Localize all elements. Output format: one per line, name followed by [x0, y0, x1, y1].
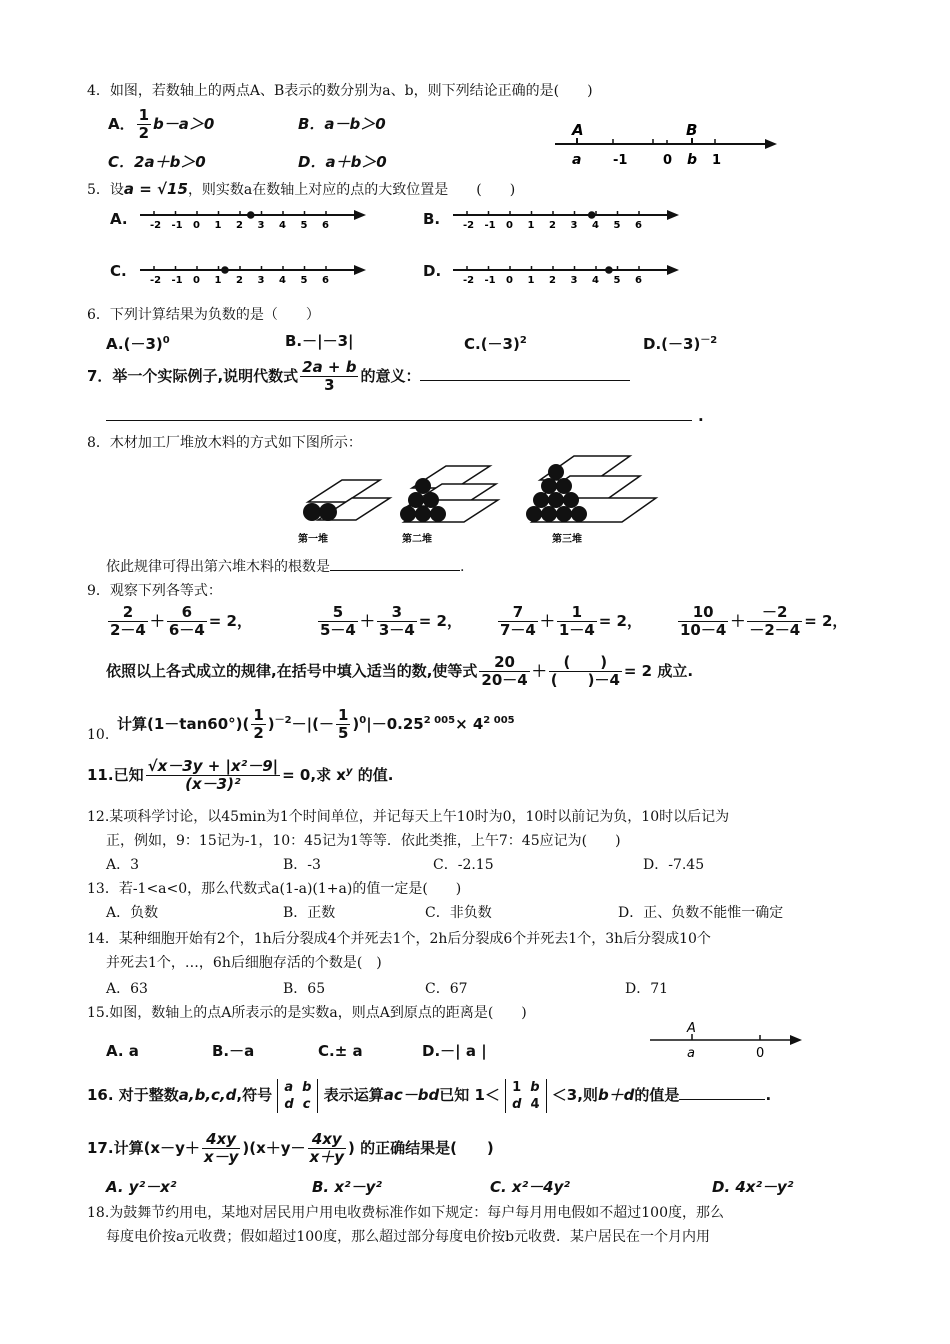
axis-arrow: [354, 265, 366, 275]
q4-number-line: [555, 120, 785, 170]
axis-tick-label: 6: [635, 220, 642, 231]
q7-stem: 7．举一个实际例子,说明代数式 $\frac{2a + b}{3}$ 的意义：: [87, 358, 630, 394]
axis-tick-label: -2: [463, 220, 475, 231]
axis-tick-label: 1: [527, 275, 535, 286]
q16-matrix-2: 1 b d 4: [505, 1079, 546, 1113]
axis-tick-label: 6: [322, 275, 329, 286]
q13-option-b: B．正数: [283, 905, 336, 921]
q15-axis-label-0: 0: [756, 1046, 765, 1061]
axis-tick-label: 2: [549, 220, 556, 231]
q15-stem: 15.如图，数轴上的点A所表示的是实数a，则点A到原点的距离是( ): [87, 1005, 527, 1021]
axis-tick-label: 2: [549, 275, 556, 286]
q9-blank-numerator[interactable]: ( ): [549, 654, 622, 672]
q8-blank[interactable]: [330, 556, 460, 571]
q13-option-d: D．正、负数不能惟一确定: [618, 905, 784, 921]
q6-stem: 6．下列计算结果为负数的是（ ）: [87, 307, 320, 323]
q17-option-b: B. x²－y²: [312, 1178, 382, 1196]
q11-stem: 11.已知 $\frac{\text{√x－3y + |x²－9|}}{\text{(x－3)²}}$ = 0,求 $x^y$ 的值.: [87, 757, 394, 793]
q8-log-piles-figure: [290, 450, 670, 550]
q5-option-d-label: D.: [423, 262, 442, 280]
q13-option-c: C．非负数: [425, 905, 492, 921]
q12-option-a: A．3: [106, 857, 140, 873]
q9-rule: 依照以上各式成立的规律,在括号中填入适当的数,使等式 $\frac{20}{20-4}$ ＋ $\frac{( )}{( )-4}$ = 2 成立.: [106, 653, 694, 689]
q5-option-b-label: B.: [423, 210, 441, 228]
q6-option-b: B.－|－3|: [285, 332, 354, 350]
q5-number-line-b: [453, 203, 683, 233]
axis-tick-label: 3: [570, 275, 578, 286]
q15-axis-label-A: A: [687, 1021, 696, 1036]
q15-option-c: C.± a: [318, 1042, 363, 1060]
axis-tick-label: 1: [527, 220, 535, 231]
axis-arrow: [667, 210, 679, 220]
axis-tick-label: 0: [193, 275, 200, 286]
q15-number-line: [650, 1021, 810, 1064]
q17-stem: 17.计算(x－y＋ $\frac{4xy}{x-y}$ )(x＋y－ $\frac{4xy}{x+y}$ ) 的正确结果是( ): [87, 1130, 494, 1166]
axis-arrow: [354, 210, 366, 220]
q8-stem: 8．木材加工厂堆放木料的方式如下图所示：: [87, 435, 362, 451]
q10-expression: 计算(1－tan60°)( $\frac{1}{2}$ )$^{-2}$－|(－ $\frac{1}{5}$ )$^0|-0.25^{2 005}\times 4^{2 005}$: [117, 706, 515, 742]
q12-line-2: 正，例如，9：15记为-1，10：45记为1等等．依此类推，上午7：45应记为( ): [106, 833, 621, 849]
q4-option-b: B．a－b＞0: [298, 115, 386, 133]
q16-stem: 16. 对于整数a,b,c,d,符号 a b d c 表示运算ac－bd已知 1＜ 1 b d 4 ＜3,则b＋d的值是 .: [87, 1079, 772, 1112]
q15-option-a: A. a: [106, 1042, 139, 1060]
log-pile-1: [303, 480, 390, 521]
q4-axis-label-b: b: [687, 152, 698, 168]
log-pile-label-1: 第一堆: [298, 534, 328, 545]
q14-option-b: B．65: [283, 981, 326, 997]
q14-option-a: A．63: [106, 981, 148, 997]
q7-blank-1[interactable]: [420, 380, 630, 381]
log-pile-label-2: 第二堆: [402, 534, 432, 545]
q5-number-line-c: [140, 258, 370, 288]
q6-option-a: $A.(-3)^0$: [106, 335, 170, 353]
axis-tick-label: -1: [171, 220, 183, 231]
axis-tick-label: 0: [193, 220, 200, 231]
axis-tick-label: -1: [171, 275, 183, 286]
q4-axis-label-a: a: [572, 152, 582, 168]
q4-stem: 4．如图，若数轴上的两点A、B表示的数分别为a、b，则下列结论正确的是( ): [87, 83, 593, 99]
q5-number-line-d: [453, 258, 683, 288]
q14-line-1: 14．某种细胞开始有2个，1h后分裂成4个并死去1个，2h后分裂成6个并死去1个，3h后分裂成10个: [87, 931, 711, 947]
q9-equation-3: $\frac{7}{7-4}$ ＋ $\frac{1}{1-4}$ = 2，: [500, 603, 642, 639]
axis-tick-label: 0: [506, 275, 513, 286]
q12-option-c: C．-2.15: [433, 857, 494, 873]
q9-equation-4: $\frac{10}{10-4}$ ＋ $\frac{-2}{-2-4}$ = 2，: [680, 603, 848, 639]
q18-line-2: 每度电价按a元收费；假如超过100度，那么超过部分每度电价按b元收费．某户居民在一个月内用: [106, 1229, 711, 1245]
axis-tick-label: -2: [150, 220, 162, 231]
q9-blank-denominator[interactable]: ( )－4: [550, 671, 620, 689]
q15-option-d: D.－| a |: [422, 1042, 487, 1060]
log-pile-label-3: 第三堆: [552, 534, 582, 545]
axis-tick-label: 3: [257, 220, 265, 231]
axis-tick-label: 5: [300, 220, 308, 231]
axis-tick-label: 3: [570, 220, 578, 231]
q9-stem: 9．观察下列各等式：: [87, 583, 222, 599]
q13-stem: 13．若-1<a<0，那么代数式a(1-a)(1+a)的值一定是( ): [87, 881, 462, 897]
axis-tick-label: -1: [484, 220, 496, 231]
q16-matrix-1: a b d c: [277, 1079, 318, 1113]
q4-axis-label-B: B: [686, 121, 698, 139]
q5-option-c-label: C.: [110, 262, 127, 280]
point-a-dot: [605, 266, 613, 274]
q13-option-a: A．负数: [106, 905, 159, 921]
q9-equation-2: $\frac{5}{5-4}$ ＋ $\frac{3}{3-4}$ = 2，: [320, 603, 462, 639]
axis-tick-label: 0: [506, 220, 513, 231]
q4-axis-label-1: 1: [712, 153, 722, 168]
axis-arrow: [667, 265, 679, 275]
q5-option-a-label: A.: [110, 210, 128, 228]
log-pile-2: [400, 466, 498, 522]
q4-axis-label-m1: -1: [613, 153, 628, 168]
q14-option-c: C．67: [425, 981, 468, 997]
axis-tick-label: 4: [592, 275, 599, 286]
q14-line-2: 并死去1个，…，6h后细胞存活的个数是( ): [106, 955, 382, 971]
q7-line-2: .: [106, 406, 704, 426]
axis-tick-label: -2: [463, 275, 475, 286]
point-a-dot: [221, 266, 229, 274]
q5-stem: 5．设a = √15，则实数a在数轴上对应的点的大致位置是 ( ): [87, 180, 516, 198]
axis-tick-label: -2: [150, 275, 162, 286]
q5-number-line-a: [140, 203, 370, 233]
q4-axis-label-0: 0: [663, 153, 673, 168]
q12-option-b: B．-3: [283, 857, 321, 873]
axis-tick-label: 6: [322, 220, 329, 231]
q10-number: 10.: [87, 727, 110, 743]
axis-tick-label: 5: [300, 275, 308, 286]
axis-tick-label: 5: [613, 220, 621, 231]
q4-axis-label-A: A: [572, 121, 584, 139]
axis-tick-label: 4: [279, 275, 286, 286]
q15-option-b: B.－a: [212, 1042, 255, 1060]
q4-option-c: C．2a＋b＞0: [108, 153, 206, 171]
q16-blank[interactable]: [679, 1085, 765, 1100]
axis-tick-label: 3: [257, 275, 265, 286]
point-a-dot: [247, 211, 255, 219]
q17-option-a: A. y²－x²: [106, 1178, 177, 1196]
q15-axis-label-a: a: [687, 1046, 695, 1061]
axis-tick-label: -1: [484, 275, 496, 286]
q8-answer-line: 依此规律可得出第六堆木料的根数是 .: [106, 556, 464, 576]
axis-tick-label: 2: [236, 220, 243, 231]
q18-line-1: 18.为鼓舞节约用电，某地对居民用户用电收费标准作如下规定：每户每月用电假如不超过100度，那么: [87, 1205, 724, 1221]
point-a-dot: [588, 211, 596, 219]
q12-line-1: 12.某项科学讨论，以45min为1个时间单位，并记每天上午10时为0，10时以前记为负，10时以后记为: [87, 809, 730, 825]
q12-option-d: D．-7.45: [643, 857, 705, 873]
log-pile-3: [526, 456, 656, 522]
axis-tick-label: 4: [279, 220, 286, 231]
q17-option-c: C. x²－4y²: [490, 1178, 570, 1196]
axis-tick-label: 5: [613, 275, 621, 286]
q6-option-c: $C.(-3)^2$: [464, 335, 527, 353]
q14-option-d: D．71: [625, 981, 669, 997]
q4-option-d: D．a＋b＞0: [298, 153, 387, 171]
axis-tick-label: 2: [236, 275, 243, 286]
axis-tick-label: 1: [214, 220, 222, 231]
q7-blank-2[interactable]: [106, 406, 692, 421]
axis-tick-label: 6: [635, 275, 642, 286]
axis-tick-label: 4: [592, 220, 599, 231]
q17-option-d: D. 4x²－y²: [712, 1178, 794, 1196]
q9-equation-1: $\frac{2}{2-4}$ ＋ $\frac{6}{6-4}$ = 2，: [110, 603, 252, 639]
axis-tick-label: 1: [214, 275, 222, 286]
q6-option-d: $D.(-3)^{-2}$: [643, 335, 718, 353]
q4-option-a: A． $\frac{1}{2}$ b－a＞0: [108, 106, 215, 142]
